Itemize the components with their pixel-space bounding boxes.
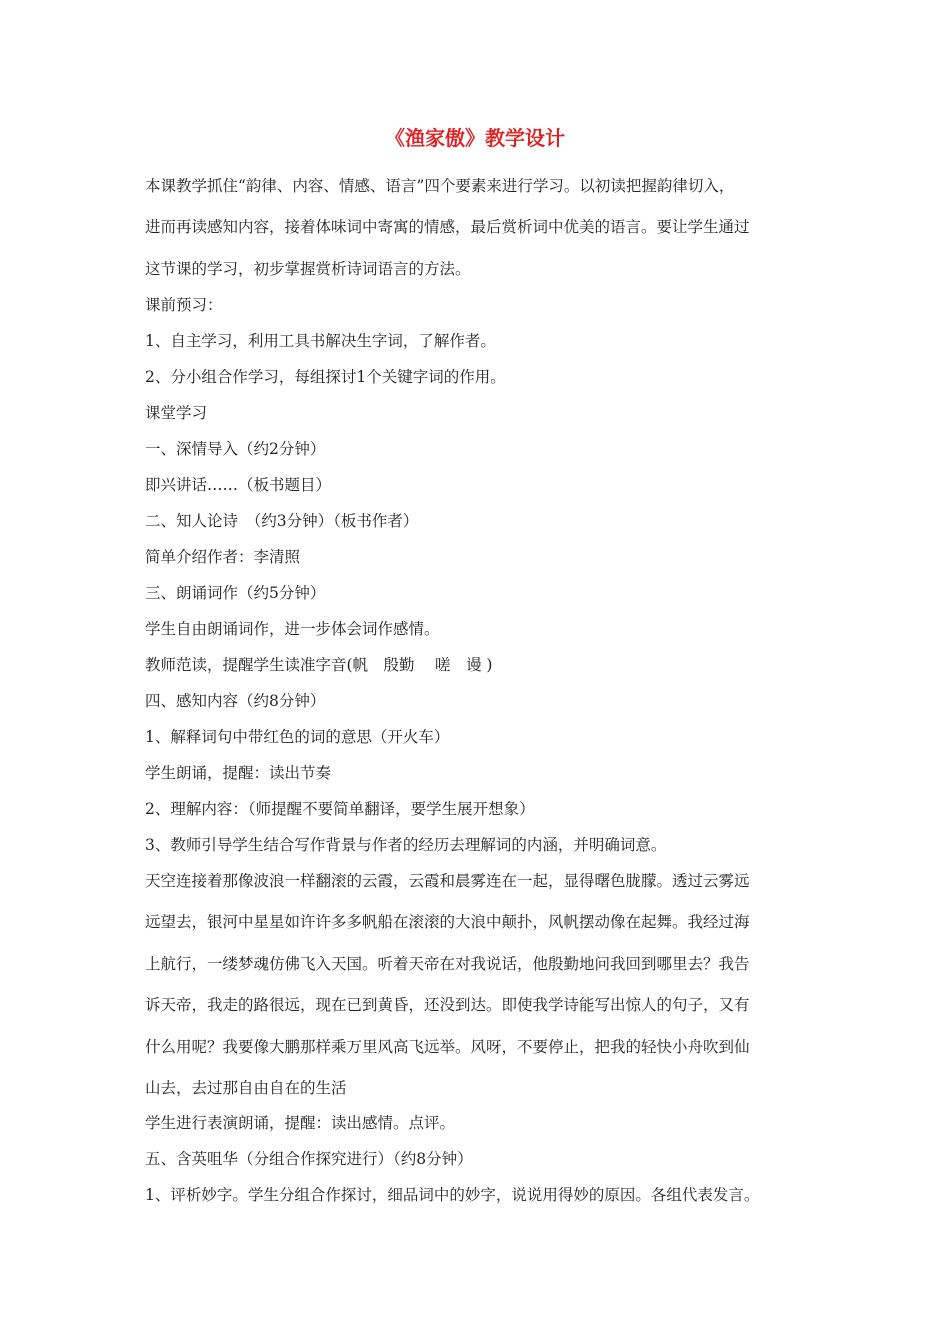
text-line: 五、含英咀华（分组合作探究进行）（约8分钟） — [145, 1150, 473, 1168]
text-line: 三、朗诵词作（约5分钟） — [145, 584, 326, 602]
text-line: 简单介绍作者：李清照 — [145, 548, 301, 566]
text-line: 诉天帝，我走的路很远，现在已到黄昏，还没到达。即使我学诗能写出惊人的句子，又有 — [145, 996, 750, 1014]
text-line: 即兴讲话……（板书题目） — [145, 476, 332, 494]
text-line: 远望去，银河中星星如许许多多帆船在滚滚的大浪中颠扑，风帆摆动像在起舞。我经过海 — [145, 913, 750, 931]
text-line: 学生进行表演朗诵，提醒：读出感情。点评。 — [145, 1114, 456, 1132]
text-line: 二、知人论诗 （约3分钟）（板书作者） — [145, 512, 419, 530]
text-line: 学生朗诵，提醒：读出节奏 — [145, 764, 332, 782]
text-line: 进而再读感知内容，接着体味词中寄寓的情感，最后赏析词中优美的语言。要让学生通过 — [145, 218, 750, 236]
text-line: 四、感知内容（约8分钟） — [145, 692, 326, 710]
text-line: 什么用呢？我要像大鹏那样乘万里风高飞远举。风呀，不要停止，把我的轻快小舟吹到仙 — [145, 1038, 750, 1056]
text-line: 课前预习： — [145, 296, 223, 314]
text-line: 一、深情导入（约2分钟） — [145, 440, 326, 458]
document-title: 《渔家傲》教学设计 — [385, 126, 565, 150]
text-line: 1、自主学习，利用工具书解决生字词，了解作者。 — [145, 332, 496, 350]
text-line: 1、解释词句中带红色的词的意思（开火车） — [145, 728, 450, 746]
text-line: 3、教师引导学生结合写作背景与作者的经历去理解词的内涵，并明确词意。 — [145, 836, 667, 854]
text-line: 天空连接着那像波浪一样翻滚的云霞，云霞和晨雾连在一起，显得曙色胧朦。透过云雾远 — [145, 872, 750, 890]
text-line: 山去，去过那自由自在的生活 — [145, 1079, 347, 1097]
text-line: 上航行，一缕梦魂仿佛飞入天国。听着天帝在对我说话，他殷勤地问我回到哪里去？我告 — [145, 955, 750, 973]
text-line: 本课教学抓住“韵律、内容、情感、语言”四个要素来进行学习。以初读把握韵律切入， — [145, 177, 735, 195]
text-line: 2、理解内容：（师提醒不要简单翻译，要学生展开想象） — [145, 800, 535, 818]
text-line: 这节课的学习，初步掌握赏析诗词语言的方法。 — [145, 260, 471, 278]
text-line: 2、分小组合作学习，每组探讨1个关键字词的作用。 — [145, 368, 506, 386]
text-line: 1、评析妙字。学生分组合作探讨，细品词中的妙字，说说用得妙的原因。各组代表发言。 — [145, 1186, 760, 1204]
text-line: 学生自由朗诵词作，进一步体会词作感情。 — [145, 620, 440, 638]
text-line: 教师范读，提醒学生读准字音(帆 殷勤 嗟 谩 ) — [145, 656, 493, 674]
text-line: 课堂学习 — [145, 404, 208, 422]
